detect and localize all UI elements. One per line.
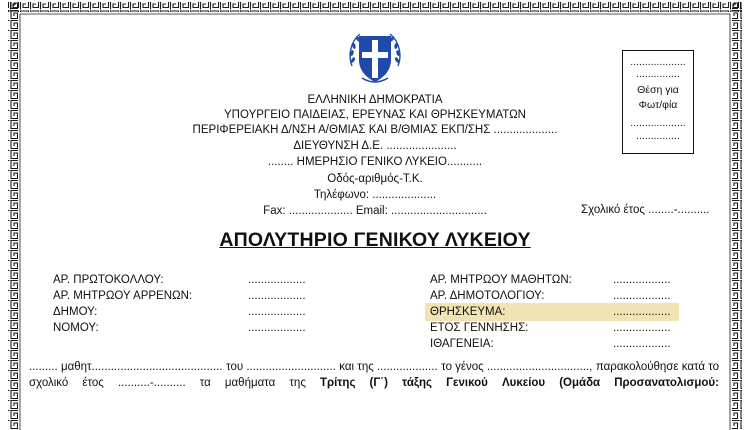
male-registry-value: .................. bbox=[248, 290, 306, 302]
body-line-2 bbox=[29, 377, 719, 389]
father-field: του ............................ bbox=[226, 361, 336, 373]
document-title: ΑΠΟΛΥΤΗΡΙΟ ΓΕΝΙΚΟΥ ΛΥΚΕΙΟΥ bbox=[219, 229, 531, 251]
body-word-bold: (Γ΄) bbox=[369, 377, 388, 389]
municipality-value: .................. bbox=[248, 306, 306, 318]
protocol-number-label: ΑΡ. ΠΡΩΤΟΚΟΛΛΟΥ: bbox=[53, 274, 164, 286]
male-registry-label: ΑΡ. ΜΗΤΡΩΟΥ ΑΡΡΕΝΩΝ: bbox=[53, 290, 193, 302]
student-registry-label: ΑΡ. ΜΗΤΡΩΟΥ ΜΑΘΗΤΩΝ: bbox=[430, 274, 572, 286]
nationality-label: ΙΘΑΓΕΝΕΙΑ: bbox=[430, 338, 494, 350]
birth-year-label: ΕΤΟΣ ΓΕΝΝΗΣΗΣ: bbox=[430, 322, 529, 334]
student-registry-value: .................. bbox=[613, 274, 671, 286]
body-word-bold: Γενικού bbox=[446, 377, 488, 389]
student-field: ......... μαθητ......................................... bbox=[29, 361, 223, 373]
ministry-heading: ΥΠΟΥΡΓΕΙΟ ΠΑΙΔΕΙΑΣ, ΕΡΕΥΝΑΣ ΚΑΙ ΘΡΗΣΚΕΥΜΑΤΩΝ bbox=[224, 109, 526, 121]
body-word-bold: τάξης bbox=[402, 377, 433, 389]
body-word-bold: (Ομάδα bbox=[559, 377, 601, 389]
body-word-bold: Τρίτης bbox=[319, 377, 356, 389]
photo-caption-1: Θέση για bbox=[637, 84, 679, 96]
nationality-value: .................. bbox=[613, 338, 671, 350]
prefecture-value: .................. bbox=[248, 322, 306, 334]
body-word: μαθήματα bbox=[224, 377, 276, 389]
photo-dots-1: ................... bbox=[630, 56, 686, 68]
photo-placeholder-box bbox=[622, 50, 694, 154]
school-year: Σχολικό έτος ........-.......... bbox=[581, 204, 710, 216]
attended-text: παρακολούθησε κατά το bbox=[595, 361, 719, 373]
prefecture-label: ΝΟΜΟΥ: bbox=[53, 322, 99, 334]
photo-caption-2: Φωτ/φία bbox=[638, 99, 678, 111]
maiden-name-field: το γένος ................................, bbox=[441, 361, 593, 373]
school-phone: Τηλέφωνο: .................... bbox=[313, 189, 437, 201]
greek-coat-of-arms-icon bbox=[344, 26, 406, 88]
municipal-register-label: ΑΡ. ΔΗΜΟΤΟΛΟΓΙΟΥ: bbox=[430, 290, 545, 302]
religion-value: .................. bbox=[613, 306, 671, 318]
school-address: Οδός-αριθμός-Τ.Κ. bbox=[327, 173, 423, 185]
body-word: τα bbox=[199, 377, 211, 389]
birth-year-value: .................. bbox=[613, 322, 671, 334]
protocol-number-value: .................. bbox=[248, 274, 306, 286]
body-word: της bbox=[289, 377, 306, 389]
school-name: ........ ΗΜΕΡΗΣΙΟ ΓΕΝΙΚΟ ΛΥΚΕΙΟ........... bbox=[267, 156, 483, 168]
school-fax-email: Fax: .................... Email: .............................. bbox=[263, 205, 487, 217]
body-word: ..........-.......... bbox=[117, 377, 186, 389]
body-word-bold: Προσανατολισμού: bbox=[614, 377, 719, 389]
mother-field: και της ................... bbox=[339, 361, 438, 373]
municipal-register-value: .................. bbox=[613, 290, 671, 302]
photo-dots-2: ............... bbox=[636, 68, 680, 80]
body-word-bold: Λυκείου bbox=[501, 377, 546, 389]
body-line-1 bbox=[29, 361, 719, 373]
regional-directorate: ΠΕΡΙΦΕΡΕΙΑΚΗ Δ/ΝΣΗ Α/ΘΜΙΑΣ ΚΑΙ Β/ΘΜΙΑΣ ΕΚΠ/ΣΗΣ .................... bbox=[192, 124, 558, 136]
municipality-label: ΔΗΜΟΥ: bbox=[53, 306, 98, 318]
photo-dots-4: ............... bbox=[636, 130, 680, 142]
border-top bbox=[8, 2, 742, 12]
republic-heading: ΕΛΛΗΝΙΚΗ ΔΗΜΟΚΡΑΤΙΑ bbox=[307, 94, 443, 106]
photo-dots-3: ................... bbox=[630, 117, 686, 129]
body-word: έτος bbox=[82, 377, 104, 389]
education-directorate: ΔΙΕΥΘΥΝΣΗ Δ.Ε. ...................... bbox=[293, 140, 457, 152]
religion-label: ΘΡΗΣΚΕΥΜΑ: bbox=[430, 306, 506, 318]
body-word: σχολικό bbox=[29, 377, 69, 389]
